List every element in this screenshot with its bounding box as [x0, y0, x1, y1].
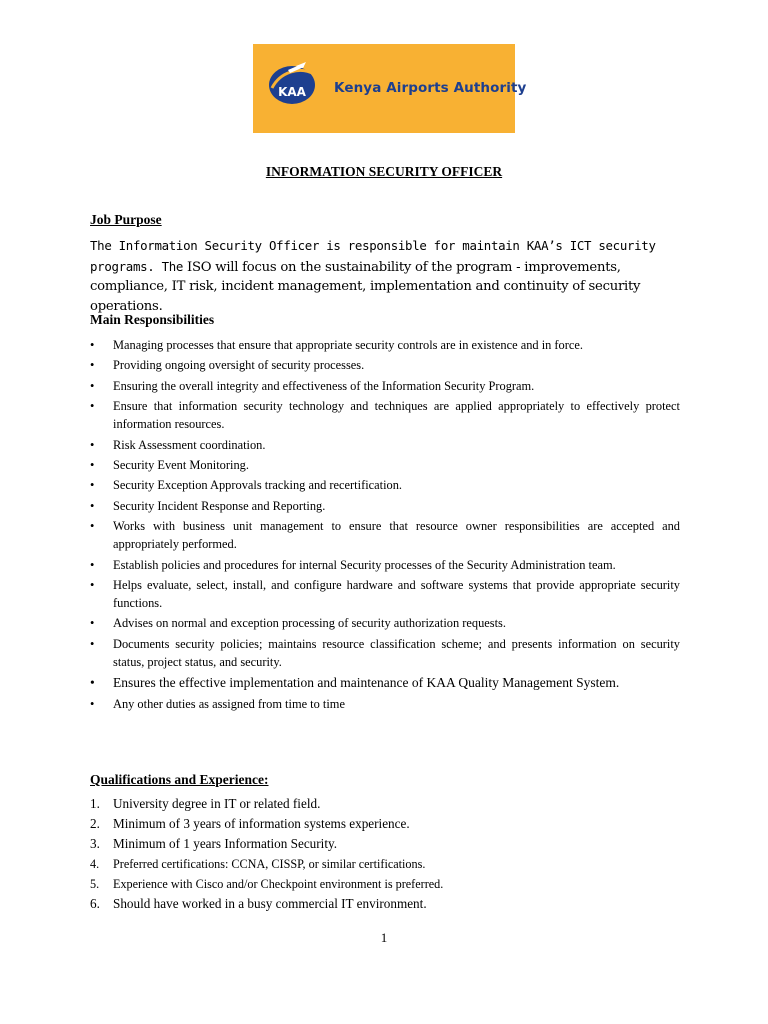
bullet-icon: • [90, 616, 95, 631]
responsibility-text: Helps evaluate, select, install, and configure hardware and software systems that provide appropriate security functions. [113, 577, 680, 610]
qualification-item [90, 834, 680, 854]
bullet-icon: • [90, 378, 95, 393]
qualifications-heading: Qualifications and Experience: [90, 772, 269, 787]
responsibility-text: Any other duties as assigned from time to time [113, 696, 345, 711]
qualification-item [90, 894, 680, 914]
responsibility-text: Security Exception Approvals tracking and recertification. [113, 478, 403, 493]
responsibility-item [90, 497, 680, 515]
responsibilities-list [90, 336, 680, 715]
qualification-text: University degree in IT or related field. [113, 796, 321, 811]
responsibility-item [90, 695, 680, 713]
responsibility-text: Establish policies and procedures for internal Security processes of the Security Administration team. [113, 557, 616, 572]
kaa-emblem-icon [266, 58, 318, 108]
responsibility-item [90, 336, 680, 354]
qualifications-list [90, 794, 680, 914]
bullet-icon: • [90, 675, 95, 691]
responsibility-text: Works with business unit management to ensure that resource owner responsibilities are accepted and appropriately performed. [113, 519, 680, 552]
qualification-number: 5. [90, 877, 100, 891]
qualification-text: Experience with Cisco and/or Checkpoint environment is preferred. [113, 877, 444, 891]
qualification-text: Minimum of 1 years Information Security. [113, 836, 338, 851]
qualification-number: 2. [90, 816, 100, 831]
responsibility-item [90, 476, 680, 494]
bullet-icon: • [90, 696, 95, 711]
bullet-icon: • [90, 478, 95, 493]
job-purpose-rest: ISO will focus on the sustainability of the program - improvements, compliance, IT risk, incident management, implementation and continuity of security operations. [90, 259, 641, 314]
qualification-item [90, 794, 680, 814]
responsibility-item [90, 397, 680, 433]
responsibility-text: Providing ongoing oversight of security processes. [113, 358, 365, 373]
qualification-number: 1. [90, 796, 100, 811]
responsibility-item [90, 517, 680, 553]
responsibility-text: Managing processes that ensure that appropriate security controls are in existence and in force. [113, 338, 583, 352]
bullet-icon: • [90, 399, 95, 414]
responsibility-item [90, 436, 680, 454]
responsibility-text: Security Event Monitoring. [113, 457, 249, 472]
job-purpose-heading: Job Purpose [90, 212, 162, 227]
qualification-number: 4. [90, 857, 100, 871]
bullet-icon: • [90, 557, 95, 572]
qualification-item [90, 814, 680, 834]
responsibility-text: Advises on normal and exception processing of security authorization requests. [113, 616, 506, 631]
responsibility-text: Ensures the effective implementation and maintenance of KAA Quality Management System. [113, 675, 620, 691]
bullet-icon: • [90, 636, 95, 651]
qualification-text: Minimum of 3 years of information systems experience. [113, 816, 410, 831]
responsibility-item [90, 556, 680, 574]
page-number: 1 [380, 930, 388, 945]
bullet-icon: • [90, 437, 95, 452]
responsibility-text: Documents security policies; maintains resource classification scheme; and presents information on security status, project status, and security. [113, 636, 680, 669]
responsibility-text: Ensuring the overall integrity and effectiveness of the Information Security Program. [113, 378, 535, 393]
responsibilities-heading: Main Responsibilities [90, 312, 215, 327]
bullet-icon: • [90, 457, 95, 472]
job-purpose-text [90, 236, 680, 316]
responsibility-item [90, 673, 680, 693]
job-purpose-line-1: The Information Security Officer is responsible for maintain KAA’s ICT security programs. The [90, 238, 656, 274]
qualification-item [90, 854, 680, 874]
qualification-number: 3. [90, 836, 100, 851]
qualification-text: Preferred certifications: CCNA, CISSP, or similar certifications. [113, 857, 426, 871]
qualification-item [90, 874, 680, 894]
qualification-text: Should have worked in a busy commercial IT environment. [113, 896, 427, 911]
responsibility-item [90, 356, 680, 374]
bullet-icon: • [90, 338, 95, 352]
responsibility-text: Risk Assessment coordination. [113, 437, 266, 452]
responsibility-text: Ensure that information security technology and techniques are applied appropriately to effectively protect information resources. [113, 399, 680, 432]
responsibility-item [90, 456, 680, 474]
qualification-number: 6. [90, 896, 100, 911]
logo-emblem-text: KAA [278, 85, 306, 99]
logo-organization-name: Kenya Airports Authority [334, 80, 527, 96]
responsibility-item [90, 635, 680, 671]
bullet-icon: • [90, 577, 95, 592]
responsibility-item [90, 614, 680, 632]
bullet-icon: • [90, 498, 95, 513]
document-title: INFORMATION SECURITY OFFICER [265, 164, 503, 179]
responsibility-text: Security Incident Response and Reporting. [113, 498, 326, 513]
responsibility-item [90, 576, 680, 612]
bullet-icon: • [90, 358, 95, 373]
responsibility-item [90, 377, 680, 395]
bullet-icon: • [90, 519, 95, 534]
